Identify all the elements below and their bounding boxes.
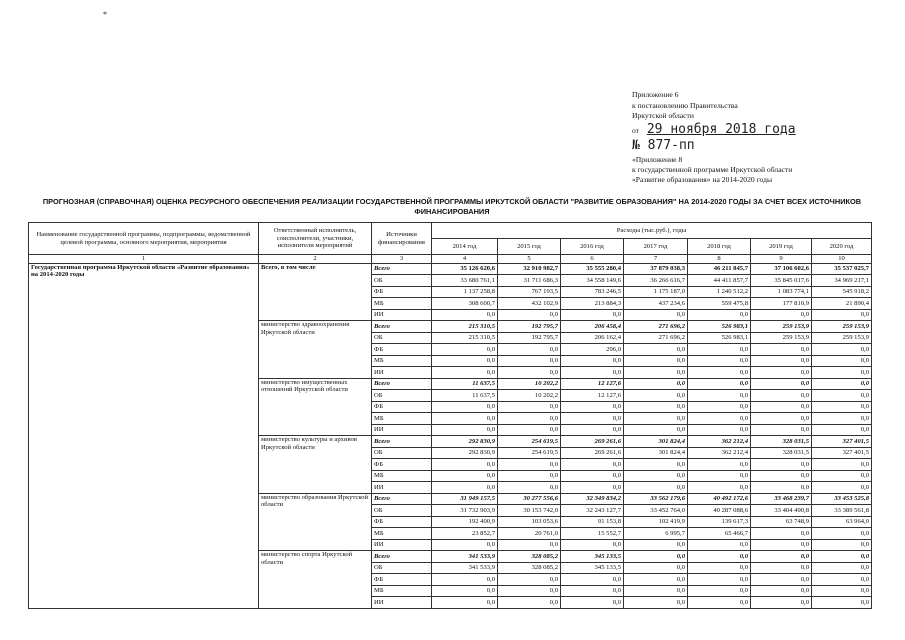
value-cell: 10 202,2 <box>498 378 561 390</box>
value-cell: 0,0 <box>812 459 872 471</box>
value-cell: 0,0 <box>812 367 872 379</box>
header-number-10: 10 <box>812 255 872 264</box>
value-cell: 46 211 845,7 <box>688 263 751 275</box>
value-cell: 271 696,2 <box>624 332 688 344</box>
value-cell: 0,0 <box>561 585 624 597</box>
value-cell: 206 162,4 <box>561 332 624 344</box>
source-cell: ИИ <box>372 367 432 379</box>
value-cell: 0,0 <box>432 401 498 413</box>
source-cell: ОБ <box>372 505 432 517</box>
source-cell: ИИ <box>372 539 432 551</box>
value-cell: 0,0 <box>688 401 751 413</box>
header-numbers-row <box>29 255 872 264</box>
value-cell: 292 830,9 <box>432 447 498 459</box>
value-cell: 0,0 <box>751 355 812 367</box>
value-cell: 0,0 <box>812 574 872 586</box>
value-cell: 20 761,0 <box>498 528 561 540</box>
value-cell: 269 261,6 <box>561 447 624 459</box>
value-cell: 783 246,5 <box>561 286 624 298</box>
value-cell: 31 949 157,5 <box>432 493 498 505</box>
value-cell: 33 453 525,8 <box>812 493 872 505</box>
value-cell: 259 153,9 <box>812 321 872 333</box>
annex-date-line <box>632 122 796 138</box>
value-cell: 0,0 <box>432 459 498 471</box>
value-cell: 0,0 <box>751 562 812 574</box>
value-cell: 0,0 <box>812 551 872 563</box>
value-cell: 1 240 512,2 <box>688 286 751 298</box>
value-cell: 0,0 <box>624 413 688 425</box>
value-cell: 0,0 <box>498 309 561 321</box>
value-cell: 192 795,7 <box>498 332 561 344</box>
value-cell: 0,0 <box>812 309 872 321</box>
header-number-5: 5 <box>498 255 561 264</box>
value-cell: 0,0 <box>812 401 872 413</box>
value-cell: 0,0 <box>561 413 624 425</box>
value-cell: 0,0 <box>812 482 872 494</box>
value-cell: 0,0 <box>498 585 561 597</box>
header-number-8: 8 <box>688 255 751 264</box>
header-number-6: 6 <box>561 255 624 264</box>
value-cell: 0,0 <box>624 539 688 551</box>
value-cell: 36 266 616,7 <box>624 275 688 287</box>
value-cell: 102 419,9 <box>624 516 688 528</box>
annex2-line-3: «Развитие образования» на 2014-2020 годы <box>632 175 773 184</box>
value-cell: 0,0 <box>751 413 812 425</box>
value-cell: 0,0 <box>624 401 688 413</box>
value-cell: 33 389 561,8 <box>812 505 872 517</box>
executor-cell: министерство культуры и архивов Иркутской области <box>259 436 372 494</box>
value-cell: 301 824,4 <box>624 447 688 459</box>
source-cell: МБ <box>372 585 432 597</box>
header-expenses: Расходы (тыс.руб.), годы <box>432 223 872 239</box>
value-cell: 0,0 <box>751 482 812 494</box>
value-cell: 0,0 <box>498 470 561 482</box>
value-cell: 0,0 <box>688 390 751 402</box>
value-cell: 31 732 903,9 <box>432 505 498 517</box>
value-cell: 23 852,7 <box>432 528 498 540</box>
value-cell: 0,0 <box>812 539 872 551</box>
value-cell: 0,0 <box>688 539 751 551</box>
value-cell: 0,0 <box>432 344 498 356</box>
value-cell: 0,0 <box>498 574 561 586</box>
value-cell: 34 969 217,1 <box>812 275 872 287</box>
value-cell: 21 890,4 <box>812 298 872 310</box>
value-cell: 259 153,9 <box>751 321 812 333</box>
value-cell: 0,0 <box>624 459 688 471</box>
value-cell: 0,0 <box>751 470 812 482</box>
value-cell: 12 127,6 <box>561 390 624 402</box>
value-cell: 65 466,7 <box>688 528 751 540</box>
value-cell: 0,0 <box>688 378 751 390</box>
executor-cell: Всего, в том числе <box>259 263 372 321</box>
source-cell: ФБ <box>372 286 432 298</box>
value-cell: 0,0 <box>751 528 812 540</box>
value-cell: 0,0 <box>624 562 688 574</box>
source-cell: ИИ <box>372 309 432 321</box>
source-cell: ФБ <box>372 516 432 528</box>
value-cell: 0,0 <box>688 470 751 482</box>
value-cell: 1 175 187,0 <box>624 286 688 298</box>
executor-cell: министерство здравоохранения Иркутской области <box>259 321 372 379</box>
value-cell: 362 212,4 <box>688 447 751 459</box>
value-cell: 32 243 127,7 <box>561 505 624 517</box>
value-cell: 63 964,0 <box>812 516 872 528</box>
value-cell: 254 619,5 <box>498 436 561 448</box>
value-cell: 526 983,1 <box>688 321 751 333</box>
value-cell: 0,0 <box>624 390 688 402</box>
value-cell: 139 617,3 <box>688 516 751 528</box>
value-cell: 0,0 <box>561 367 624 379</box>
value-cell: 0,0 <box>561 309 624 321</box>
value-cell: 0,0 <box>688 413 751 425</box>
value-cell: 206 458,4 <box>561 321 624 333</box>
value-cell: 0,0 <box>624 482 688 494</box>
value-cell: 254 619,5 <box>498 447 561 459</box>
value-cell: 0,0 <box>561 459 624 471</box>
value-cell: 37 879 038,3 <box>624 263 688 275</box>
value-cell: 0,0 <box>751 459 812 471</box>
value-cell: 0,0 <box>688 459 751 471</box>
value-cell: 0,0 <box>432 482 498 494</box>
annex-line-1: Приложение 6 <box>632 90 679 99</box>
value-cell: 0,0 <box>432 574 498 586</box>
value-cell: 0,0 <box>812 378 872 390</box>
header-year-5: 2018 год <box>688 239 751 255</box>
value-cell: 91 153,8 <box>561 516 624 528</box>
value-cell: 0,0 <box>751 585 812 597</box>
value-cell: 0,0 <box>688 574 751 586</box>
value-cell: 0,0 <box>432 424 498 436</box>
header-year-6: 2019 год <box>751 239 812 255</box>
value-cell: 0,0 <box>624 378 688 390</box>
executor-cell: министерство образования Иркутской области <box>259 493 372 551</box>
value-cell: 767 193,5 <box>498 286 561 298</box>
value-cell: 0,0 <box>432 355 498 367</box>
value-cell: 63 748,9 <box>751 516 812 528</box>
value-cell: 328 031,5 <box>751 447 812 459</box>
value-cell: 0,0 <box>624 355 688 367</box>
value-cell: 0,0 <box>432 413 498 425</box>
source-cell: Всего <box>372 493 432 505</box>
value-cell: 35 537 025,7 <box>812 263 872 275</box>
value-cell: 1 137 258,8 <box>432 286 498 298</box>
value-cell: 37 106 602,6 <box>751 263 812 275</box>
value-cell: 0,0 <box>498 482 561 494</box>
value-cell: 269 261,6 <box>561 436 624 448</box>
value-cell: 40 492 172,6 <box>688 493 751 505</box>
source-cell: Всего <box>372 551 432 563</box>
value-cell: 35 555 280,4 <box>561 263 624 275</box>
value-cell: 271 696,2 <box>624 321 688 333</box>
value-cell: 0,0 <box>498 539 561 551</box>
header-number-7: 7 <box>624 255 688 264</box>
value-cell: 0,0 <box>561 424 624 436</box>
value-cell: 559 475,8 <box>688 298 751 310</box>
value-cell: 215 310,5 <box>432 332 498 344</box>
value-cell: 328 085,2 <box>498 562 561 574</box>
value-cell: 0,0 <box>688 367 751 379</box>
source-cell: ИИ <box>372 597 432 609</box>
value-cell: 33 452 764,0 <box>624 505 688 517</box>
source-cell: МБ <box>372 355 432 367</box>
value-cell: 0,0 <box>561 470 624 482</box>
value-cell: 0,0 <box>561 539 624 551</box>
header-number-2: 2 <box>259 255 372 264</box>
value-cell: 362 212,4 <box>688 436 751 448</box>
value-cell: 33 404 490,8 <box>751 505 812 517</box>
value-cell: 0,0 <box>561 574 624 586</box>
value-cell: 301 824,4 <box>624 436 688 448</box>
annex2-line-2: к государственной программе Иркутской области <box>632 165 793 174</box>
value-cell: 0,0 <box>432 539 498 551</box>
value-cell: 0,0 <box>812 528 872 540</box>
executor-cell: министерство спорта Иркутской области <box>259 551 372 609</box>
value-cell: 0,0 <box>751 367 812 379</box>
value-cell: 0,0 <box>812 585 872 597</box>
value-cell: 0,0 <box>812 424 872 436</box>
annex-line-2: к постановлению Правительства <box>632 100 738 110</box>
header-col-source: Источники финансирования <box>372 223 432 255</box>
value-cell: 0,0 <box>688 309 751 321</box>
value-cell: 35 126 620,6 <box>432 263 498 275</box>
value-cell: 0,0 <box>624 309 688 321</box>
value-cell: 328 031,5 <box>751 436 812 448</box>
value-cell: 192 400,9 <box>432 516 498 528</box>
annex-from-prefix: от <box>632 125 640 135</box>
value-cell: 0,0 <box>751 401 812 413</box>
source-cell: ФБ <box>372 344 432 356</box>
document-title: ПРОГНОЗНАЯ (СПРАВОЧНАЯ) ОЦЕНКА РЕСУРСНОГО ОБЕСПЕЧЕНИЯ РЕАЛИЗАЦИИ ГОСУДАРСТВЕННОЙ ПРОГРАММЫ ИРКУТСКОЙ ОБЛАСТИ "РАЗВИТИЕ ОБРАЗОВАНИЯ" НА 2014-2020 ГОДЫ ЗА СЧЕТ ВСЕХ ИСТОЧНИКОВ ФИНАНСИРОВАНИЯ <box>42 197 862 216</box>
resource-table <box>28 222 872 609</box>
value-cell: 0,0 <box>432 367 498 379</box>
value-cell: 6 995,7 <box>624 528 688 540</box>
value-cell: 0,0 <box>688 355 751 367</box>
header-year-4: 2017 год <box>624 239 688 255</box>
value-cell: 0,0 <box>624 470 688 482</box>
value-cell: 35 845 017,6 <box>751 275 812 287</box>
source-cell: ИИ <box>372 482 432 494</box>
value-cell: 0,0 <box>561 355 624 367</box>
value-cell: 0,0 <box>812 344 872 356</box>
value-cell: 11 637,5 <box>432 378 498 390</box>
table-row <box>29 263 872 275</box>
corner-mark: * <box>103 10 107 19</box>
value-cell: 11 637,5 <box>432 390 498 402</box>
header-number-1: 1 <box>29 255 259 264</box>
value-cell: 0,0 <box>432 585 498 597</box>
value-cell: 0,0 <box>688 344 751 356</box>
value-cell: 15 552,7 <box>561 528 624 540</box>
value-cell: 10 202,2 <box>498 390 561 402</box>
value-cell: 0,0 <box>688 597 751 609</box>
value-cell: 0,0 <box>751 551 812 563</box>
value-cell: 0,0 <box>688 585 751 597</box>
value-cell: 0,0 <box>498 367 561 379</box>
value-cell: 0,0 <box>561 482 624 494</box>
value-cell: 0,0 <box>751 424 812 436</box>
value-cell: 345 133,5 <box>561 562 624 574</box>
value-cell: 0,0 <box>624 367 688 379</box>
value-cell: 0,0 <box>688 551 751 563</box>
value-cell: 12 127,6 <box>561 378 624 390</box>
value-cell: 0,0 <box>688 424 751 436</box>
value-cell: 0,0 <box>751 539 812 551</box>
header-col-name: Наименование государственной программы, подпрограммы, ведомственной целевой программы, основного мероприятия, мероприятия <box>29 223 259 255</box>
annex-block <box>632 90 796 153</box>
source-cell: ФБ <box>372 459 432 471</box>
source-cell: ОБ <box>372 275 432 287</box>
source-cell: МБ <box>372 413 432 425</box>
annex-line-3: Иркутской области <box>632 111 694 121</box>
value-cell: 259 153,9 <box>812 332 872 344</box>
value-cell: 103 053,6 <box>498 516 561 528</box>
value-cell: 32 910 982,7 <box>498 263 561 275</box>
source-cell: Всего <box>372 263 432 275</box>
value-cell: 0,0 <box>688 482 751 494</box>
value-cell: 0,0 <box>432 597 498 609</box>
value-cell: 0,0 <box>688 562 751 574</box>
value-cell: 0,0 <box>498 597 561 609</box>
value-cell: 192 795,7 <box>498 321 561 333</box>
value-cell: 296,0 <box>561 344 624 356</box>
value-cell: 341 533,9 <box>432 551 498 563</box>
value-cell: 0,0 <box>812 562 872 574</box>
header-year-1: 2014 год <box>432 239 498 255</box>
value-cell: 0,0 <box>432 470 498 482</box>
value-cell: 0,0 <box>498 355 561 367</box>
value-cell: 0,0 <box>561 401 624 413</box>
value-cell: 0,0 <box>498 344 561 356</box>
value-cell: 0,0 <box>561 597 624 609</box>
value-cell: 44 411 857,7 <box>688 275 751 287</box>
value-cell: 308 600,7 <box>432 298 498 310</box>
value-cell: 34 558 149,6 <box>561 275 624 287</box>
value-cell: 40 287 088,6 <box>688 505 751 517</box>
value-cell: 0,0 <box>812 355 872 367</box>
header-number-9: 9 <box>751 255 812 264</box>
header-year-3: 2016 год <box>561 239 624 255</box>
value-cell: 0,0 <box>624 344 688 356</box>
header-number-3: 3 <box>372 255 432 264</box>
value-cell: 213 884,3 <box>561 298 624 310</box>
value-cell: 327 401,5 <box>812 436 872 448</box>
value-cell: 0,0 <box>624 424 688 436</box>
value-cell: 328 085,2 <box>498 551 561 563</box>
value-cell: 0,0 <box>624 574 688 586</box>
value-cell: 327 401,5 <box>812 447 872 459</box>
value-cell: 1 083 774,1 <box>751 286 812 298</box>
value-cell: 0,0 <box>751 390 812 402</box>
value-cell: 0,0 <box>751 378 812 390</box>
value-cell: 341 533,9 <box>432 562 498 574</box>
value-cell: 0,0 <box>812 390 872 402</box>
value-cell: 0,0 <box>498 413 561 425</box>
annex2-block <box>632 155 792 185</box>
annex2-line-1: «Приложение 8 <box>632 155 683 164</box>
value-cell: 292 830,9 <box>432 436 498 448</box>
value-cell: 0,0 <box>812 470 872 482</box>
header-number-4: 4 <box>432 255 498 264</box>
value-cell: 0,0 <box>751 344 812 356</box>
value-cell: 545 918,2 <box>812 286 872 298</box>
value-cell: 0,0 <box>432 309 498 321</box>
source-cell: МБ <box>372 470 432 482</box>
value-cell: 32 349 834,2 <box>561 493 624 505</box>
value-cell: 33 468 239,7 <box>751 493 812 505</box>
source-cell: МБ <box>372 528 432 540</box>
value-cell: 0,0 <box>812 597 872 609</box>
source-cell: ОБ <box>372 562 432 574</box>
value-cell: 33 680 761,1 <box>432 275 498 287</box>
value-cell: 259 153,9 <box>751 332 812 344</box>
value-cell: 0,0 <box>624 551 688 563</box>
value-cell: 0,0 <box>812 413 872 425</box>
value-cell: 0,0 <box>498 459 561 471</box>
header-col-executor: Ответственный исполнитель, соисполнители, участники, исполнители мероприятий <box>259 223 372 255</box>
source-cell: ФБ <box>372 401 432 413</box>
source-cell: ИИ <box>372 424 432 436</box>
annex-date: 29 ноября 2018 года <box>646 121 796 137</box>
source-cell: Всего <box>372 436 432 448</box>
source-cell: ОБ <box>372 447 432 459</box>
annex-number: № 877-пп <box>632 137 695 153</box>
value-cell: 30 277 556,6 <box>498 493 561 505</box>
value-cell: 33 562 179,6 <box>624 493 688 505</box>
value-cell: 0,0 <box>751 597 812 609</box>
program-name-cell: Государственная программа Иркутской области «Развитие образования» на 2014-2020 годы <box>29 263 259 608</box>
value-cell: 432 102,9 <box>498 298 561 310</box>
source-cell: Всего <box>372 321 432 333</box>
source-cell: ОБ <box>372 332 432 344</box>
value-cell: 177 810,9 <box>751 298 812 310</box>
value-cell: 345 133,5 <box>561 551 624 563</box>
value-cell: 30 153 742,0 <box>498 505 561 517</box>
value-cell: 0,0 <box>498 401 561 413</box>
table-body <box>29 223 872 609</box>
value-cell: 0,0 <box>751 574 812 586</box>
value-cell: 0,0 <box>751 309 812 321</box>
value-cell: 31 711 686,3 <box>498 275 561 287</box>
executor-cell: министерство имущественных отношений Иркутской области <box>259 378 372 436</box>
source-cell: МБ <box>372 298 432 310</box>
header-year-7: 2020 год <box>812 239 872 255</box>
source-cell: ОБ <box>372 390 432 402</box>
header-year-2: 2015 год <box>498 239 561 255</box>
value-cell: 215 310,5 <box>432 321 498 333</box>
source-cell: Всего <box>372 378 432 390</box>
value-cell: 526 983,1 <box>688 332 751 344</box>
value-cell: 0,0 <box>624 585 688 597</box>
value-cell: 0,0 <box>624 597 688 609</box>
value-cell: 0,0 <box>498 424 561 436</box>
source-cell: ФБ <box>372 574 432 586</box>
value-cell: 437 234,6 <box>624 298 688 310</box>
